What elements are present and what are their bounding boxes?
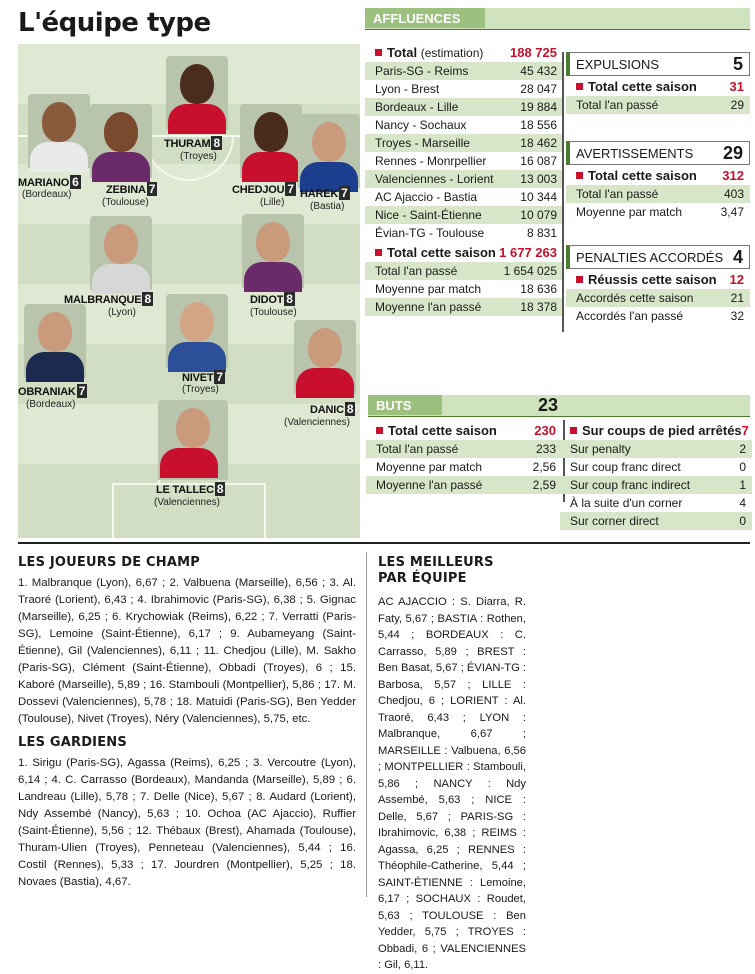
affluence-row: Paris-SG - Reims 45 432 bbox=[365, 62, 563, 80]
gardiens-title: LES GARDIENS bbox=[18, 735, 127, 750]
joueurs-title: LES JOUEURS DE CHAMP bbox=[18, 555, 200, 570]
buts-set-pieces-table: Sur coups de pied arrêtés 7 Sur penalty 2 Sur coup franc direct 0 Sur coup franc indirect 1 À la suite d'un corner 4 Sur corner direct 0 bbox=[560, 422, 752, 530]
player-club: (Bordeaux) bbox=[26, 399, 76, 410]
affluence-row: Nancy - Sochaux 18 556 bbox=[375, 118, 557, 132]
affluence-row: AC Ajaccio - Bastia 10 344 bbox=[375, 190, 557, 204]
affluence-row: Rennes - Monrpellier 16 087 bbox=[375, 154, 557, 168]
affluence-stat-row: Total l'an passé 1 654 025 bbox=[365, 262, 563, 280]
player-club: (Lille) bbox=[260, 197, 285, 208]
player-name: HAREK 7 bbox=[300, 186, 348, 200]
affluence-stat-row: Moyenne l'an passé 18 378 bbox=[365, 298, 563, 316]
affluence-row: Évian-TG - Toulouse 8 831 bbox=[375, 226, 557, 240]
affluence-row: Valenciennes - Lorient 13 003 bbox=[365, 170, 563, 188]
affluence-row: Bordeaux - Lille 19 884 bbox=[365, 98, 563, 116]
player-name: OBRANIAK 7 bbox=[18, 384, 86, 398]
meilleurs-text: AC AJACCIO : S. Diarra, R. Faty, 5,67 ; BASTIA : Rothen, 5,44 ; BORDEAUX : C. Carrasso, 5,89 ; BREST : Ben Basat, 5,67 ; ÉVIAN-TG : Barbosa, 5,57 ; LILLE : Chedjou, 6 ; LORIENT : Al. Traoré, 6,43 ; LYON : Malbranque, 6,67 ; MARSEILLE : Valbuena, 6,56 ; MONTPELLIER : Stambouli, 5,86 ; NANCY : Ndy Assembé, 5,63 ; NICE : Delle, 5,67 ; PARIS-SG : Ibrahimovic, 6,38 ; REIMS : Agassa, 6,25 ; RENNES : Théophile-Catherine, 5,44 ; SAINT-ÉTIENNE : Lemoine, 6,17 ; SOCHAUX : Roudet, 5,63 ; TOULOUSE : Ben Yedder, 5,75 ; TROYES : Obbadi, 6 ; VALENCIENNES : Gil, 6,11. bbox=[378, 596, 526, 971]
player-photo-chedjou bbox=[240, 104, 302, 178]
gardiens-text: 1. Sirigu (Paris-SG), Agassa (Reims), 6,25 ; 3. Vercoutre (Lyon), 6,14 ; 4. C. Carrasso (Bordeaux), Mandanda (Marseille), 5,89 ; 6. Landreau (Lille), 5,78 ; 7. Delle (Nice), 5,67 ; 8. Audard (Lorient), Ndy Assembé (Nancy), 5,63 ; 10. Ochoa (AC Ajaccio), Ruffier (Saint-Étienne), 5,56 ; 12. Thébaux (Brest), Ahamada (Toulouse), Thuram-Ulien (Troyes), Penneteau (Valenciennes), 5,44 ; 16. Costil (Rennes), 5,33 ; 17. Jourdren (Montpellier), 5,25 ; 18. Novaes (Bastia), 4,67. bbox=[18, 757, 356, 888]
affluences-season-row: Total cette saison 1 677 263 bbox=[365, 244, 563, 262]
joueurs-text: 1. Malbranque (Lyon), 6,67 ; 2. Valbuena (Marseille), 6,56 ; 3. Al. Traoré (Lorient), 6,43 ; 4. Ibrahimovic (Paris-SG), 6,38 ; 5. Gignac (Marseille), 6,25 ; 6. Krychowiak (Reims), 6,22 ; 7. Verratti (Paris-SG), Lemoine (Saint-Étienne), 6,17 ; 9. Aubameyang (Saint-Étienne), Gil (Valenciennes), 6,11 ; 11. Chedjou (Lille), M. Sakho (Paris-SG), Clément (Saint-Étienne), Obbadi (Troyes), 6 ; 15. Kaboré (Marseille), 5,89 ; 16. Stambouli (Montpellier), 5,86 ; 17. M. Dossevi (Valenciennes), 5,78 ; 18. Matuidi (Paris-SG), Ben Yedder (Toulouse), Nivet (Troyes), Néry (Valenciennes), 5,75, etc. bbox=[18, 577, 356, 725]
player-photo-didot bbox=[242, 214, 304, 288]
column-rule bbox=[366, 552, 367, 897]
penalties-header: PENALTIES ACCORDÉS 4 bbox=[566, 245, 750, 269]
player-club: (Troyes) bbox=[182, 384, 219, 395]
buts-header-bar bbox=[368, 395, 750, 417]
player-name: DIDOT 8 bbox=[250, 292, 293, 306]
buts-table: Total cette saison 230 Total l'an passé 233 Moyenne par match 2,56 Moyenne l'an passé 2,59 bbox=[366, 422, 562, 494]
player-club: (Bordeaux) bbox=[22, 189, 72, 200]
player-club: (Valenciennes) bbox=[284, 417, 350, 428]
player-name: DANIC 8 bbox=[310, 402, 354, 416]
player-name: LE TALLEC 8 bbox=[156, 482, 224, 496]
player-club: (Toulouse) bbox=[102, 197, 149, 208]
divider bbox=[18, 542, 750, 544]
player-name: CHEDJOU 7 bbox=[232, 182, 294, 196]
player-name: NIVET 7 bbox=[182, 370, 223, 384]
affluences-header-bar bbox=[365, 8, 750, 30]
player-photo-nivet bbox=[166, 294, 228, 368]
avertissements-block: AVERTISSEMENTS 29 Total cette saison 312 Total l'an passé 403 Moyenne par match 3,47 bbox=[566, 141, 750, 221]
player-club: (Bastia) bbox=[310, 201, 345, 212]
affluence-stat-row: Moyenne par match 18 636 bbox=[375, 282, 557, 296]
team-pitch bbox=[18, 44, 360, 538]
separator bbox=[562, 52, 564, 332]
player-club: (Lyon) bbox=[108, 307, 136, 318]
player-club: (Troyes) bbox=[180, 151, 217, 162]
player-club: (Valenciennes) bbox=[154, 497, 220, 508]
expulsions-header: EXPULSIONS 5 bbox=[566, 52, 750, 76]
player-name: THURAM 8 bbox=[164, 136, 220, 150]
avertissements-header: AVERTISSEMENTS 29 bbox=[566, 141, 750, 165]
player-photo-mariano bbox=[28, 94, 90, 168]
player-club: (Toulouse) bbox=[250, 307, 297, 318]
player-photo-thuram bbox=[166, 56, 228, 130]
player-photo-malbranque bbox=[90, 216, 152, 290]
player-name: ZEBINA 7 bbox=[106, 182, 156, 196]
page-title: L'équipe type bbox=[18, 8, 211, 38]
affluence-row: Nice - Saint-Étienne 10 079 bbox=[365, 206, 563, 224]
player-photo-zebina bbox=[90, 104, 152, 178]
affluence-row: Lyon - Brest 28 047 bbox=[375, 82, 557, 96]
player-photo-le-tallec bbox=[158, 400, 228, 480]
affluences-total-row: Total (estimation) 188 725 bbox=[365, 44, 563, 62]
expulsions-block: EXPULSIONS 5 Total cette saison 31 Total l'an passé 29 bbox=[566, 52, 750, 114]
meilleurs-title: LES MEILLEURS PAR ÉQUIPE bbox=[378, 555, 494, 586]
player-name: MALBRANQUE 8 bbox=[64, 292, 151, 306]
affluences-table bbox=[365, 44, 563, 316]
buts-count: 23 bbox=[538, 395, 559, 415]
buts-header: BUTS bbox=[368, 395, 442, 415]
affluences-header: AFFLUENCES bbox=[365, 8, 485, 28]
player-photo-danic bbox=[294, 320, 356, 394]
penalties-block: PENALTIES ACCORDÉS 4 Réussis cette saison 12 Accordés cette saison 21 Accordés l'an passé 32 bbox=[566, 245, 750, 325]
player-name: MARIANO 6 bbox=[18, 175, 79, 189]
player-photo-harek bbox=[298, 114, 360, 188]
player-photo-obraniak bbox=[24, 304, 86, 378]
affluence-row: Troyes - Marseille 18 462 bbox=[365, 134, 563, 152]
